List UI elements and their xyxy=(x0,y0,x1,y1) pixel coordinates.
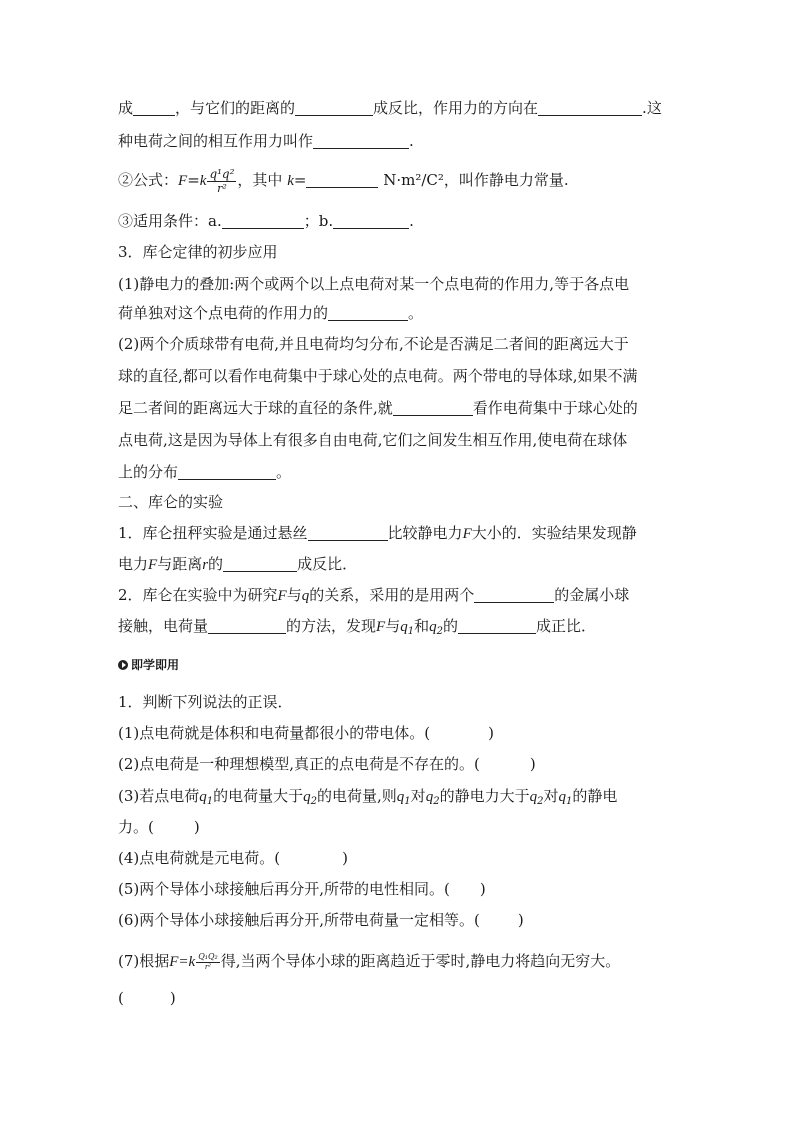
text: 的静电 xyxy=(572,787,618,805)
blank xyxy=(295,99,373,116)
blank xyxy=(458,617,536,634)
text: ③适用条件：a. xyxy=(118,212,222,230)
text: 的 xyxy=(208,555,224,573)
blank xyxy=(393,399,473,416)
text: 与 xyxy=(286,586,302,604)
text: = xyxy=(293,171,307,189)
question-item xyxy=(118,848,348,868)
formula-symbol: q xyxy=(303,789,311,805)
blank xyxy=(328,304,408,321)
text: 成反比，作用力的方向在 xyxy=(373,99,539,117)
section-title: 3．库仑定律的初步应用 xyxy=(118,243,278,261)
question-item xyxy=(118,910,524,930)
subscript: 2 xyxy=(310,796,318,807)
blank xyxy=(222,212,304,229)
text: 与 xyxy=(385,617,401,635)
text: ，与它们的距离的 xyxy=(175,99,296,117)
formula-symbol: q xyxy=(429,619,437,635)
text: (7)根据 xyxy=(118,952,170,970)
formula-symbol: q xyxy=(396,789,405,805)
text: 。 xyxy=(276,463,292,481)
text-line: (2)两个介质球带有电荷,并且电荷均匀分布,不论是否满足二者间的距离远大于 xyxy=(118,335,629,353)
text: ，其中 xyxy=(237,171,283,189)
text: 电力 xyxy=(118,555,149,573)
section-heading xyxy=(118,654,179,675)
question-item xyxy=(118,817,200,837)
formula-symbol: k xyxy=(287,173,294,189)
text: 成 xyxy=(118,99,134,117)
question-item xyxy=(118,723,494,743)
text: .这 xyxy=(642,99,662,117)
formula-symbol: r xyxy=(202,557,209,573)
formula-symbol: F xyxy=(148,557,158,573)
text: 成正比． xyxy=(536,617,597,635)
formula-symbol: k xyxy=(199,173,207,189)
fraction-numerator: q¹q² xyxy=(209,167,235,181)
text: 对 xyxy=(410,787,426,805)
text-line: 点电荷,这是因为导体上有很多自由电荷,它们之间发生相互作用,使电荷在球体 xyxy=(118,431,628,449)
text: 上的分布 xyxy=(118,463,179,481)
text: ) xyxy=(193,818,200,836)
question-item xyxy=(118,879,486,899)
blank xyxy=(474,586,554,603)
text: 。 xyxy=(408,304,424,322)
subscript: 2 xyxy=(537,796,544,807)
text: 看作电荷集中于球心处的 xyxy=(472,399,638,417)
text: = xyxy=(187,171,200,189)
formula-symbol: F xyxy=(462,526,472,542)
text-line: (1)静电力的叠加:两个或两个以上点电荷对某一个点电荷的作用力,等于各点电 xyxy=(118,275,630,293)
text: ( xyxy=(118,989,124,1007)
blank xyxy=(308,524,388,541)
text-line xyxy=(118,98,662,118)
subscript: 1 xyxy=(407,626,415,637)
formula-symbol: F=k xyxy=(169,954,196,970)
text: N·m²/C²，叫作静电力常量. xyxy=(383,171,569,189)
blank xyxy=(223,555,297,572)
question-item xyxy=(118,988,176,1008)
formula-symbol: F xyxy=(277,588,287,604)
blank xyxy=(306,171,378,188)
text: 1．库仑扭秤实验是通过悬丝 xyxy=(118,524,308,542)
subscript: 1 xyxy=(404,796,411,807)
text: 力。( xyxy=(118,818,154,836)
text: ) xyxy=(479,880,486,898)
subscript: 1 xyxy=(206,796,214,807)
text: ；b. xyxy=(303,212,334,230)
text: (5)两个导体小球接触后再分开,所带的电性相同。( xyxy=(118,880,450,898)
text: 对 xyxy=(543,787,559,805)
text-line xyxy=(118,211,414,231)
text-line xyxy=(118,616,596,642)
text: 和 xyxy=(414,617,430,635)
blank xyxy=(178,463,276,480)
text: 成反比． xyxy=(297,555,358,573)
fraction-denominator: r² xyxy=(217,182,227,195)
text: (6)两个导体小球接触后再分开,所带电荷量一定相等。( xyxy=(118,911,480,929)
formula-line xyxy=(118,166,569,195)
fraction-denominator: r² xyxy=(204,963,212,971)
text: ) xyxy=(529,755,536,773)
text-line xyxy=(118,303,423,323)
text: (3)若点电荷 xyxy=(118,787,200,805)
text: 的方法，发现 xyxy=(286,617,377,635)
formula-fraction xyxy=(196,953,220,971)
text-line xyxy=(118,523,637,544)
text: 的电荷量,则 xyxy=(317,787,397,805)
text: ②公式： xyxy=(118,171,179,189)
blank xyxy=(333,212,409,229)
blank xyxy=(208,617,286,634)
text: 足二者间的距离远大于球的直径的条件,就 xyxy=(118,399,393,417)
text: 与距离 xyxy=(157,555,203,573)
text: 接触，电荷量 xyxy=(118,617,209,635)
fraction-numerator: Q₁Q₂ xyxy=(198,952,218,961)
text: 的静电力大于 xyxy=(439,787,530,805)
subscript: 1 xyxy=(565,796,573,807)
text: 的电荷量大于 xyxy=(213,787,304,805)
text: 的 xyxy=(442,617,458,635)
text-line xyxy=(118,585,629,606)
formula-symbol: F xyxy=(178,173,188,189)
text-line xyxy=(118,462,291,482)
text-line xyxy=(118,398,638,418)
text: 比较静电力 xyxy=(387,524,463,542)
formula-symbol: q xyxy=(301,588,310,604)
formula-symbol: F xyxy=(376,619,386,635)
text: ) xyxy=(169,989,176,1007)
text: 得,当两个导体小球的距离趋近于零时,静电力将趋向无穷大。 xyxy=(220,952,621,970)
formula-symbol: q xyxy=(529,789,538,805)
text: ) xyxy=(488,724,494,742)
section-title: 二、库仑的实验 xyxy=(118,493,224,511)
text: 种电荷之间的相互作用力叫作 xyxy=(118,132,314,150)
text: ) xyxy=(342,849,348,867)
subscript: 2 xyxy=(436,626,443,637)
formula-fraction xyxy=(207,168,236,194)
text-line xyxy=(118,131,414,151)
question-item xyxy=(118,754,536,774)
text: (4)点电荷就是元电荷。( xyxy=(118,849,281,867)
text: . xyxy=(409,212,414,230)
text: 的关系，采用的是用两个 xyxy=(309,586,475,604)
play-circle-icon xyxy=(118,660,128,670)
formula-symbol: q xyxy=(558,789,566,805)
question-item xyxy=(118,948,620,975)
heading-text: 即学即用 xyxy=(131,658,180,672)
text: ) xyxy=(517,911,524,929)
formula-symbol: q xyxy=(425,789,434,805)
text: (2)点电荷是一种理想模型,真正的点电荷是不存在的。( xyxy=(118,755,480,773)
text: (1)点电荷就是体积和电荷量都很小的带电体。( xyxy=(118,724,431,742)
blank xyxy=(313,132,409,149)
text: . xyxy=(409,132,414,150)
text: 荷单独对这个点电荷的作用力的 xyxy=(118,304,329,322)
blank xyxy=(538,99,642,116)
subscript: 2 xyxy=(433,796,440,807)
question-item xyxy=(118,786,617,812)
formula-symbol: q xyxy=(400,619,408,635)
formula-symbol: q xyxy=(199,789,207,805)
question-title: 1．判断下列说法的正误． xyxy=(118,693,293,711)
text-line xyxy=(118,554,357,575)
text: 2．库仑在实验中为研究 xyxy=(118,586,278,604)
text: 大小的．实验结果发现静 xyxy=(471,524,637,542)
blank xyxy=(133,99,175,116)
text-line: 球的直径,都可以看作电荷集中于球心处的点电荷。两个带电的导体球,如果不满 xyxy=(118,367,638,385)
text: 的金属小球 xyxy=(554,586,630,604)
